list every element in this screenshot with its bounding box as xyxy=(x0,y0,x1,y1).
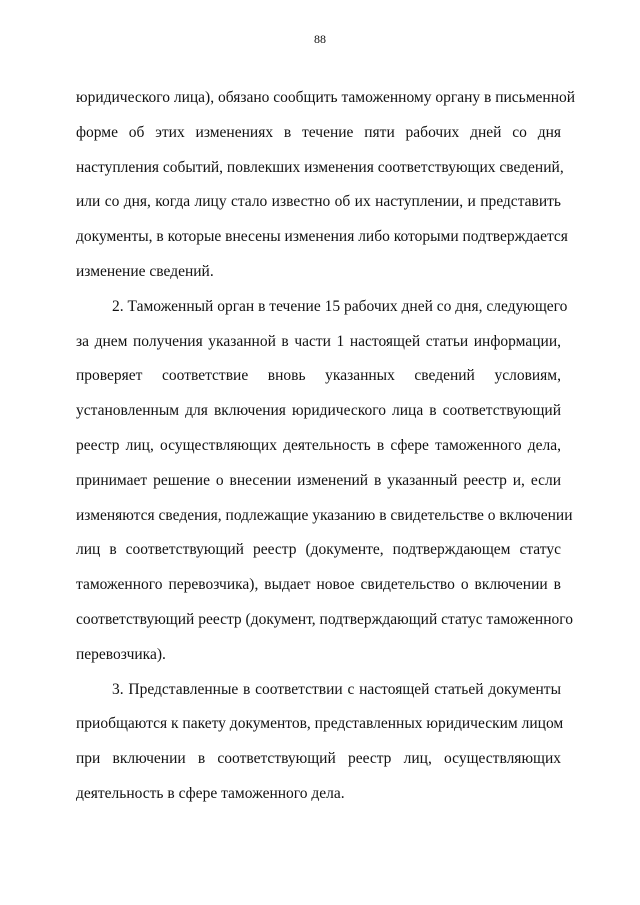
text-line: наступления событий, повлекших изменения соответствующих сведений, xyxy=(76,158,564,176)
paragraph xyxy=(76,676,564,815)
page-number: 88 xyxy=(314,32,326,46)
text-line: реестр лиц, осуществляющих деятельность в сфере таможенного дела, xyxy=(76,436,561,454)
text-line: соответствующий реестр (документ, подтверждающий статус таможенного xyxy=(76,610,573,628)
text-line: установленным для включения юридического лица в соответствующий xyxy=(76,402,561,420)
text-line: документы, в которые внесены изменения либо которыми подтверждается xyxy=(76,228,568,246)
text-line: при включении в соответствующий реестр лиц, осуществляющих xyxy=(76,750,561,768)
text-line: лиц в соответствующий реестр (документе, подтверждающем статус xyxy=(76,541,561,559)
text-line: форме об этих изменениях в течение пяти рабочих дней со дня xyxy=(76,123,561,141)
text-line: 3. Представленные в соответствии с настоящей статьей документы xyxy=(112,680,561,698)
text-line: или со дня, когда лицу стало известно об их наступлении, и представить xyxy=(76,193,561,211)
paragraph xyxy=(76,293,573,676)
paragraph xyxy=(76,84,576,293)
document-body xyxy=(76,84,576,815)
text-line: деятельность в сфере таможенного дела. xyxy=(76,784,345,802)
text-line: принимает решение о внесении изменений в указанный реестр и, если xyxy=(76,471,561,489)
text-line: изменяются сведения, подлежащие указанию в свидетельстве о включении xyxy=(76,506,573,524)
text-line: 2. Таможенный орган в течение 15 рабочих дней со дня, следующего xyxy=(112,297,568,315)
text-line: проверяет соответствие вновь указанных сведений условиям, xyxy=(76,367,561,385)
text-line: приобщаются к пакету документов, представленных юридическим лицом xyxy=(76,715,564,733)
text-line: таможенного перевозчика), выдает новое свидетельство о включении в xyxy=(76,576,561,594)
text-line: изменение сведений. xyxy=(76,262,214,280)
text-line: за днем получения указанной в части 1 настоящей статьи информации, xyxy=(76,332,561,350)
text-line: юридического лица), обязано сообщить таможенному органу в письменной xyxy=(76,89,576,106)
text-line: перевозчика). xyxy=(76,645,166,663)
